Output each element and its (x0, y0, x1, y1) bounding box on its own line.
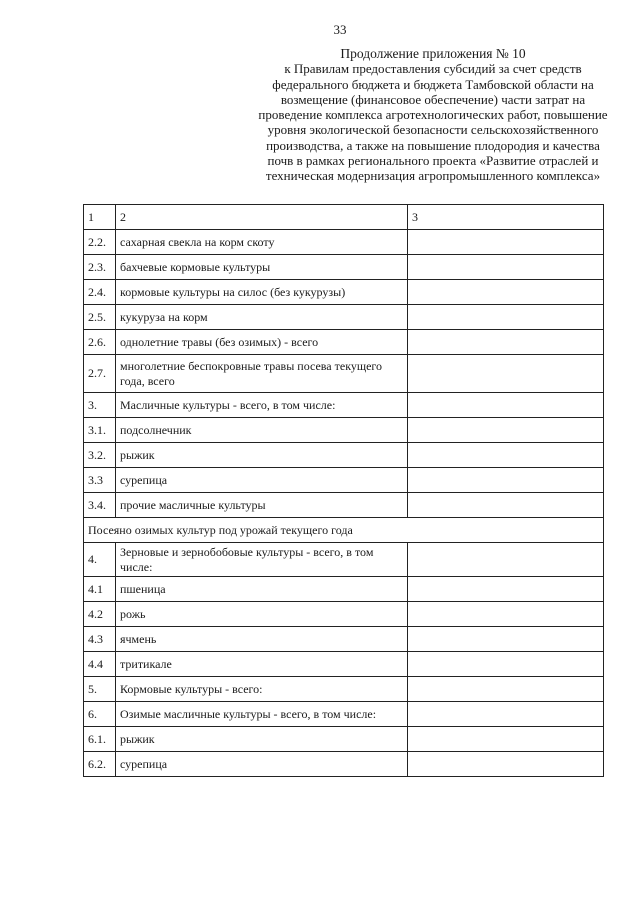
column-header-value: 3 (408, 205, 604, 230)
row-number: 2.2. (84, 230, 116, 255)
row-value (408, 230, 604, 255)
table-row (84, 443, 604, 468)
row-name: Зерновые и зернобобовые культуры - всего, в том числе: (116, 543, 408, 577)
table-row (84, 418, 604, 443)
row-number: 3.1. (84, 418, 116, 443)
column-header-number: 1 (84, 205, 116, 230)
row-value (408, 727, 604, 752)
appendix-header (236, 46, 630, 184)
row-name: бахчевые кормовые культуры (116, 255, 408, 280)
row-number: 4.2 (84, 602, 116, 627)
column-header-name: 2 (116, 205, 408, 230)
row-value (408, 602, 604, 627)
table-row (84, 602, 604, 627)
table-row (84, 493, 604, 518)
row-name: Кормовые культуры - всего: (116, 677, 408, 702)
table-row (84, 752, 604, 777)
row-name: подсолнечник (116, 418, 408, 443)
appendix-subtitle-line: к Правилам предоставления субсидий за счет средств (284, 61, 582, 77)
row-number: 2.5. (84, 305, 116, 330)
crops-table (83, 204, 604, 777)
row-value (408, 255, 604, 280)
appendix-subtitle-line: уровня экологической безопасности сельскохозяйственного (267, 122, 599, 138)
appendix-title: Продолжение приложения № 10 (340, 46, 526, 61)
row-number: 5. (84, 677, 116, 702)
appendix-subtitle-line: почв в рамках регионального проекта «Развитие отраслей и (267, 153, 599, 169)
row-number: 4. (84, 543, 116, 577)
row-number: 2.4. (84, 280, 116, 305)
row-value (408, 752, 604, 777)
table-row (84, 468, 604, 493)
table-row (84, 677, 604, 702)
row-value (408, 543, 604, 577)
row-name: кукуруза на корм (116, 305, 408, 330)
row-number: 3. (84, 393, 116, 418)
appendix-subtitle-line: производства, а также на повышение плодородия и качества (266, 137, 600, 153)
row-value (408, 627, 604, 652)
row-number: 4.1 (84, 577, 116, 602)
row-name: ячмень (116, 627, 408, 652)
row-name: многолетние беспокровные травы посева текущего года, всего (116, 355, 408, 393)
row-value (408, 677, 604, 702)
row-name: сурепица (116, 468, 408, 493)
row-value (408, 393, 604, 418)
row-value (408, 305, 604, 330)
row-value (408, 702, 604, 727)
section-title: Посеяно озимых культур под урожай текущего года (84, 518, 604, 543)
table-row (84, 305, 604, 330)
row-value (408, 355, 604, 393)
row-name: рожь (116, 602, 408, 627)
table-row (84, 230, 604, 255)
table-section-row (84, 518, 604, 543)
row-value (408, 443, 604, 468)
row-name: однолетние травы (без озимых) - всего (116, 330, 408, 355)
row-name: тритикале (116, 652, 408, 677)
row-name: сурепица (116, 752, 408, 777)
row-name: пшеница (116, 577, 408, 602)
row-value (408, 652, 604, 677)
table-row (84, 727, 604, 752)
table-row (84, 652, 604, 677)
row-number: 6. (84, 702, 116, 727)
table-row (84, 577, 604, 602)
row-number: 3.2. (84, 443, 116, 468)
table-row (84, 393, 604, 418)
row-value (408, 280, 604, 305)
row-value (408, 330, 604, 355)
row-number: 2.7. (84, 355, 116, 393)
table-row (84, 627, 604, 652)
row-name: сахарная свекла на корм скоту (116, 230, 408, 255)
table-row (84, 255, 604, 280)
row-number: 3.4. (84, 493, 116, 518)
row-number: 6.1. (84, 727, 116, 752)
page-number: 33 (333, 22, 347, 37)
row-number: 6.2. (84, 752, 116, 777)
appendix-subtitle-line: возмещение (финансовое обеспечение) части затрат на (280, 91, 586, 107)
appendix-subtitle-line: федерального бюджета и бюджета Тамбовской области на (272, 76, 594, 92)
row-value (408, 418, 604, 443)
row-value (408, 493, 604, 518)
row-number: 4.4 (84, 652, 116, 677)
table-row (84, 543, 604, 577)
appendix-subtitle-line: техническая модернизация агропромышленного комплекса» (265, 168, 601, 184)
table-row (84, 355, 604, 393)
table-header-row (84, 205, 604, 230)
table-row (84, 330, 604, 355)
row-name: прочие масличные культуры (116, 493, 408, 518)
row-value (408, 468, 604, 493)
table-row (84, 280, 604, 305)
row-number: 2.3. (84, 255, 116, 280)
row-name: Озимые масличные культуры - всего, в том числе: (116, 702, 408, 727)
row-name: Масличные культуры - всего, в том числе: (116, 393, 408, 418)
row-number: 4.3 (84, 627, 116, 652)
row-number: 2.6. (84, 330, 116, 355)
row-name: рыжик (116, 443, 408, 468)
row-value (408, 577, 604, 602)
table-row (84, 702, 604, 727)
row-name: кормовые культуры на силос (без кукурузы) (116, 280, 408, 305)
row-name: рыжик (116, 727, 408, 752)
appendix-subtitle-line: проведение комплекса агротехнологических работ, повышение (258, 107, 608, 123)
row-number: 3.3 (84, 468, 116, 493)
